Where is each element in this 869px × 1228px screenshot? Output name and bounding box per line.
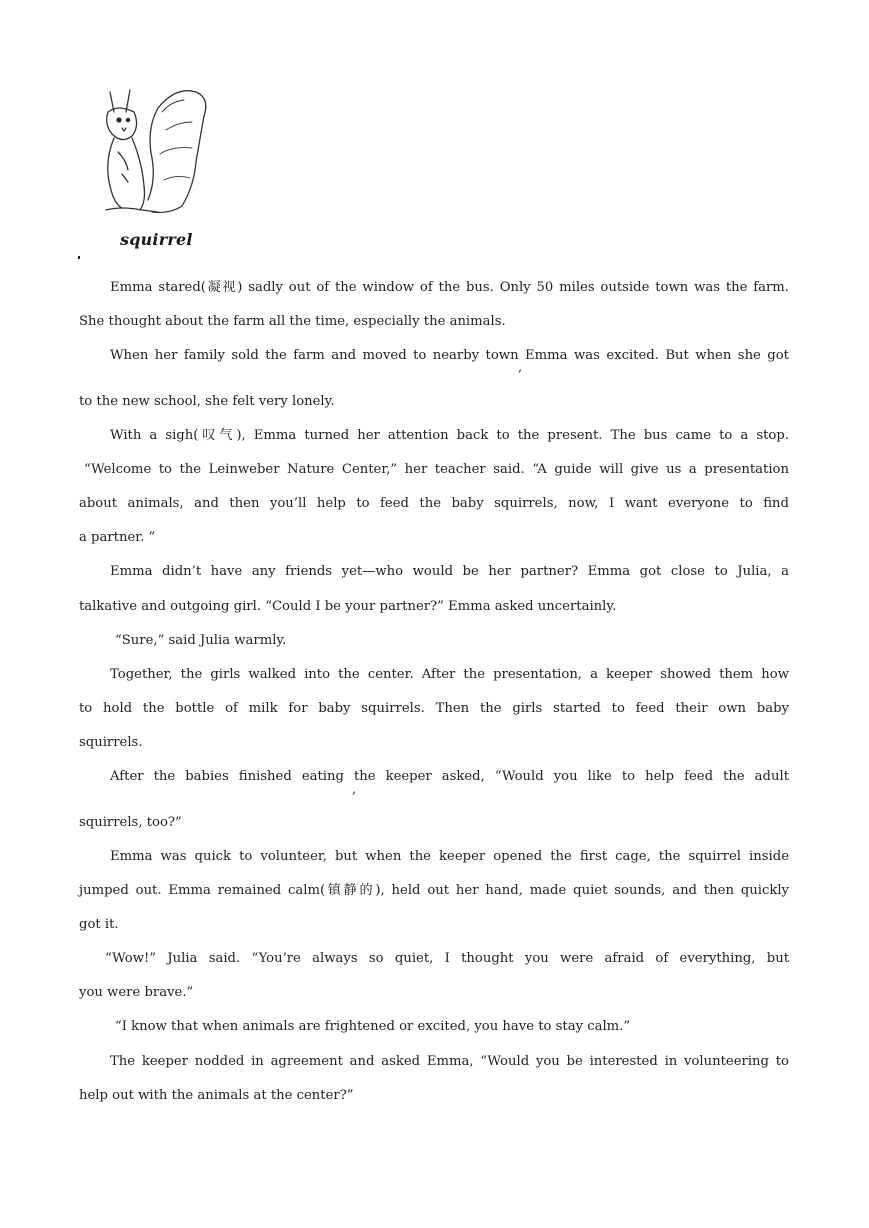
paragraph-line: When her family sold the farm and moved to nearby town Emma was excited. But when she got — [110, 348, 789, 363]
paragraph-line: help out with the animals at the center?” — [79, 1088, 354, 1103]
paragraph-line: “Wow!” Julia said. “You’re always so quiet, I thought you were afraid of everything, but — [105, 951, 789, 966]
paragraph-line: talkative and outgoing girl. “Could I be your partner?” Emma asked uncertainly. — [79, 599, 617, 614]
paragraph-line: Emma was quick to volunteer, but when the keeper opened the first cage, the squirrel inside — [110, 849, 789, 864]
paragraph-line: “Welcome to the Leinweber Nature Center,” her teacher said. “A guide will give us a presentation — [84, 462, 789, 477]
paragraph-line: With a sigh(叹气), Emma turned her attention back to the present. The bus came to a stop. — [110, 428, 789, 443]
bullet-mark — [78, 256, 80, 259]
paragraph-line: She thought about the farm all the time, especially the animals. — [79, 314, 506, 329]
paragraph-line: After the babies finished eating the keeper asked, “Would you like to help feed the adult — [110, 769, 789, 784]
figure-caption: squirrel — [120, 230, 193, 249]
paragraph-line: to hold the bottle of milk for baby squirrels. Then the girls started to feed their own baby — [79, 701, 789, 716]
paragraph-line: you were brave.” — [79, 985, 194, 1000]
paragraph-line: a partner. ” — [79, 530, 156, 545]
paragraph-line: to the new school, she felt very lonely. — [79, 394, 335, 409]
paragraph-line: Emma didn’t have any friends yet—who would be her partner? Emma got close to Julia, a — [110, 564, 789, 579]
paragraph-line: jumped out. Emma remained calm(镇静的), held out her hand, made quiet sounds, and then quickly — [79, 883, 789, 898]
paragraph-line: Emma stared(凝视) sadly out of the window of the bus. Only 50 miles outside town was the farm. — [110, 280, 789, 295]
paragraph-line: about animals, and then you’ll help to feed the baby squirrels, now, I want everyone to find — [79, 496, 789, 511]
paragraph-line: Together, the girls walked into the center. After the presentation, a keeper showed them how — [110, 667, 789, 682]
stray-comma: , — [352, 782, 357, 797]
paragraph-line: “I know that when animals are frightened or excited, you have to stay calm.” — [115, 1019, 631, 1034]
paragraph-line: The keeper nodded in agreement and asked Emma, “Would you be interested in volunteering to — [110, 1054, 789, 1069]
paragraph-line: squirrels, too?” — [79, 815, 182, 830]
paragraph-line: “Sure,” said Julia warmly. — [115, 633, 287, 648]
paragraph-line: got it. — [79, 917, 119, 932]
paragraph-line: squirrels. — [79, 735, 143, 750]
stray-comma: , — [518, 360, 523, 375]
